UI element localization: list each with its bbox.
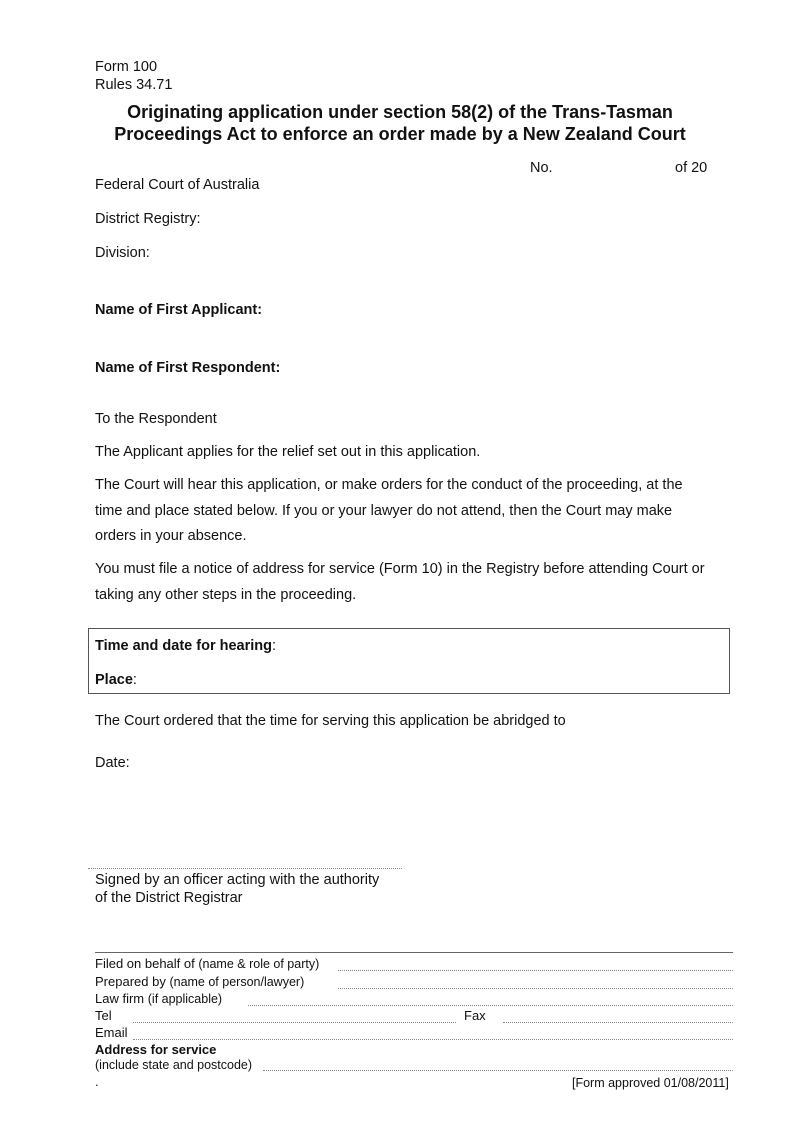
form-number: Form 100 — [95, 59, 158, 75]
hearing-time-label: Time and date for hearing — [95, 638, 272, 654]
law-firm-field — [95, 991, 222, 1006]
applies-statement: The Applicant applies for the relief set out in this application. — [95, 444, 481, 460]
prepared-by-field — [95, 974, 304, 989]
hearing-time-field — [95, 638, 276, 654]
email-line — [133, 1039, 733, 1040]
first-applicant-label: Name of First Applicant: — [95, 302, 263, 318]
prepared-by-label: Prepared by — [95, 974, 166, 989]
prepared-by-note: (name of person/lawyer) — [169, 975, 305, 989]
district-registry-label: District Registry: — [95, 211, 201, 227]
proceeding-year-label: of 20 — [675, 160, 708, 176]
signature-caption-line-2: of the District Registrar — [95, 890, 243, 906]
hearing-notice-line-2: time and place stated below. If you or your lawyer do not attend, then the Court may make — [95, 502, 673, 519]
signature-line — [88, 868, 402, 869]
date-label: Date: — [95, 755, 130, 771]
form-approved-note: [Form approved 01/08/2011] — [572, 1076, 729, 1090]
hearing-place-colon: : — [132, 672, 137, 688]
filed-on-behalf-label: Filed on behalf of — [95, 956, 195, 971]
hearing-notice-paragraph — [95, 473, 683, 550]
filed-on-behalf-field — [95, 956, 319, 971]
title-line-1: Originating application under section 58(2) of the Trans-Tasman — [127, 102, 673, 122]
address-notice-line-2: taking any other steps in the proceeding. — [95, 586, 357, 603]
filed-on-behalf-line — [338, 970, 733, 971]
hearing-notice-line-1: The Court will hear this application, or make orders for the conduct of the proceeding, at the — [95, 477, 683, 493]
hearing-notice-line-3: orders in your absence. — [95, 528, 247, 544]
page-title — [60, 101, 740, 145]
division-label: Division: — [95, 245, 150, 261]
fax-line — [503, 1022, 733, 1023]
to-respondent: To the Respondent — [95, 411, 217, 427]
address-notice-line-1: You must file a notice of address for service (Form 10) in the Registry before attending Court or — [95, 561, 705, 577]
title-line-2: Proceedings Act to enforce an order made by a New Zealand Court — [114, 124, 686, 144]
hearing-place-field — [95, 672, 137, 688]
tel-line — [133, 1022, 456, 1023]
court-name: Federal Court of Australia — [95, 177, 260, 193]
signature-caption-line-1: Signed by an officer acting with the authority — [95, 872, 380, 888]
law-firm-line — [248, 1005, 733, 1006]
address-notice-paragraph — [95, 557, 705, 608]
address-for-service-note: (include state and postcode) — [95, 1058, 253, 1072]
hearing-place-label: Place — [95, 672, 133, 688]
proceeding-no-label: No. — [530, 160, 553, 176]
law-firm-note: (if applicable) — [147, 992, 223, 1006]
footer-dot: . — [95, 1074, 99, 1089]
prepared-by-line — [338, 988, 733, 989]
address-for-service-label: Address for service — [95, 1042, 217, 1057]
fax-label: Fax — [464, 1008, 486, 1023]
law-firm-label: Law firm — [95, 991, 145, 1006]
email-label: Email — [95, 1025, 128, 1040]
first-respondent-label: Name of First Respondent: — [95, 360, 281, 376]
tel-label: Tel — [95, 1008, 112, 1023]
form-rules: Rules 34.71 — [95, 77, 173, 93]
hearing-time-colon: : — [272, 638, 277, 654]
abridged-statement: The Court ordered that the time for serving this application be abridged to — [95, 713, 566, 729]
filed-on-behalf-note: (name & role of party) — [198, 957, 320, 971]
address-for-service-line — [263, 1070, 733, 1071]
footer-divider — [95, 952, 733, 953]
